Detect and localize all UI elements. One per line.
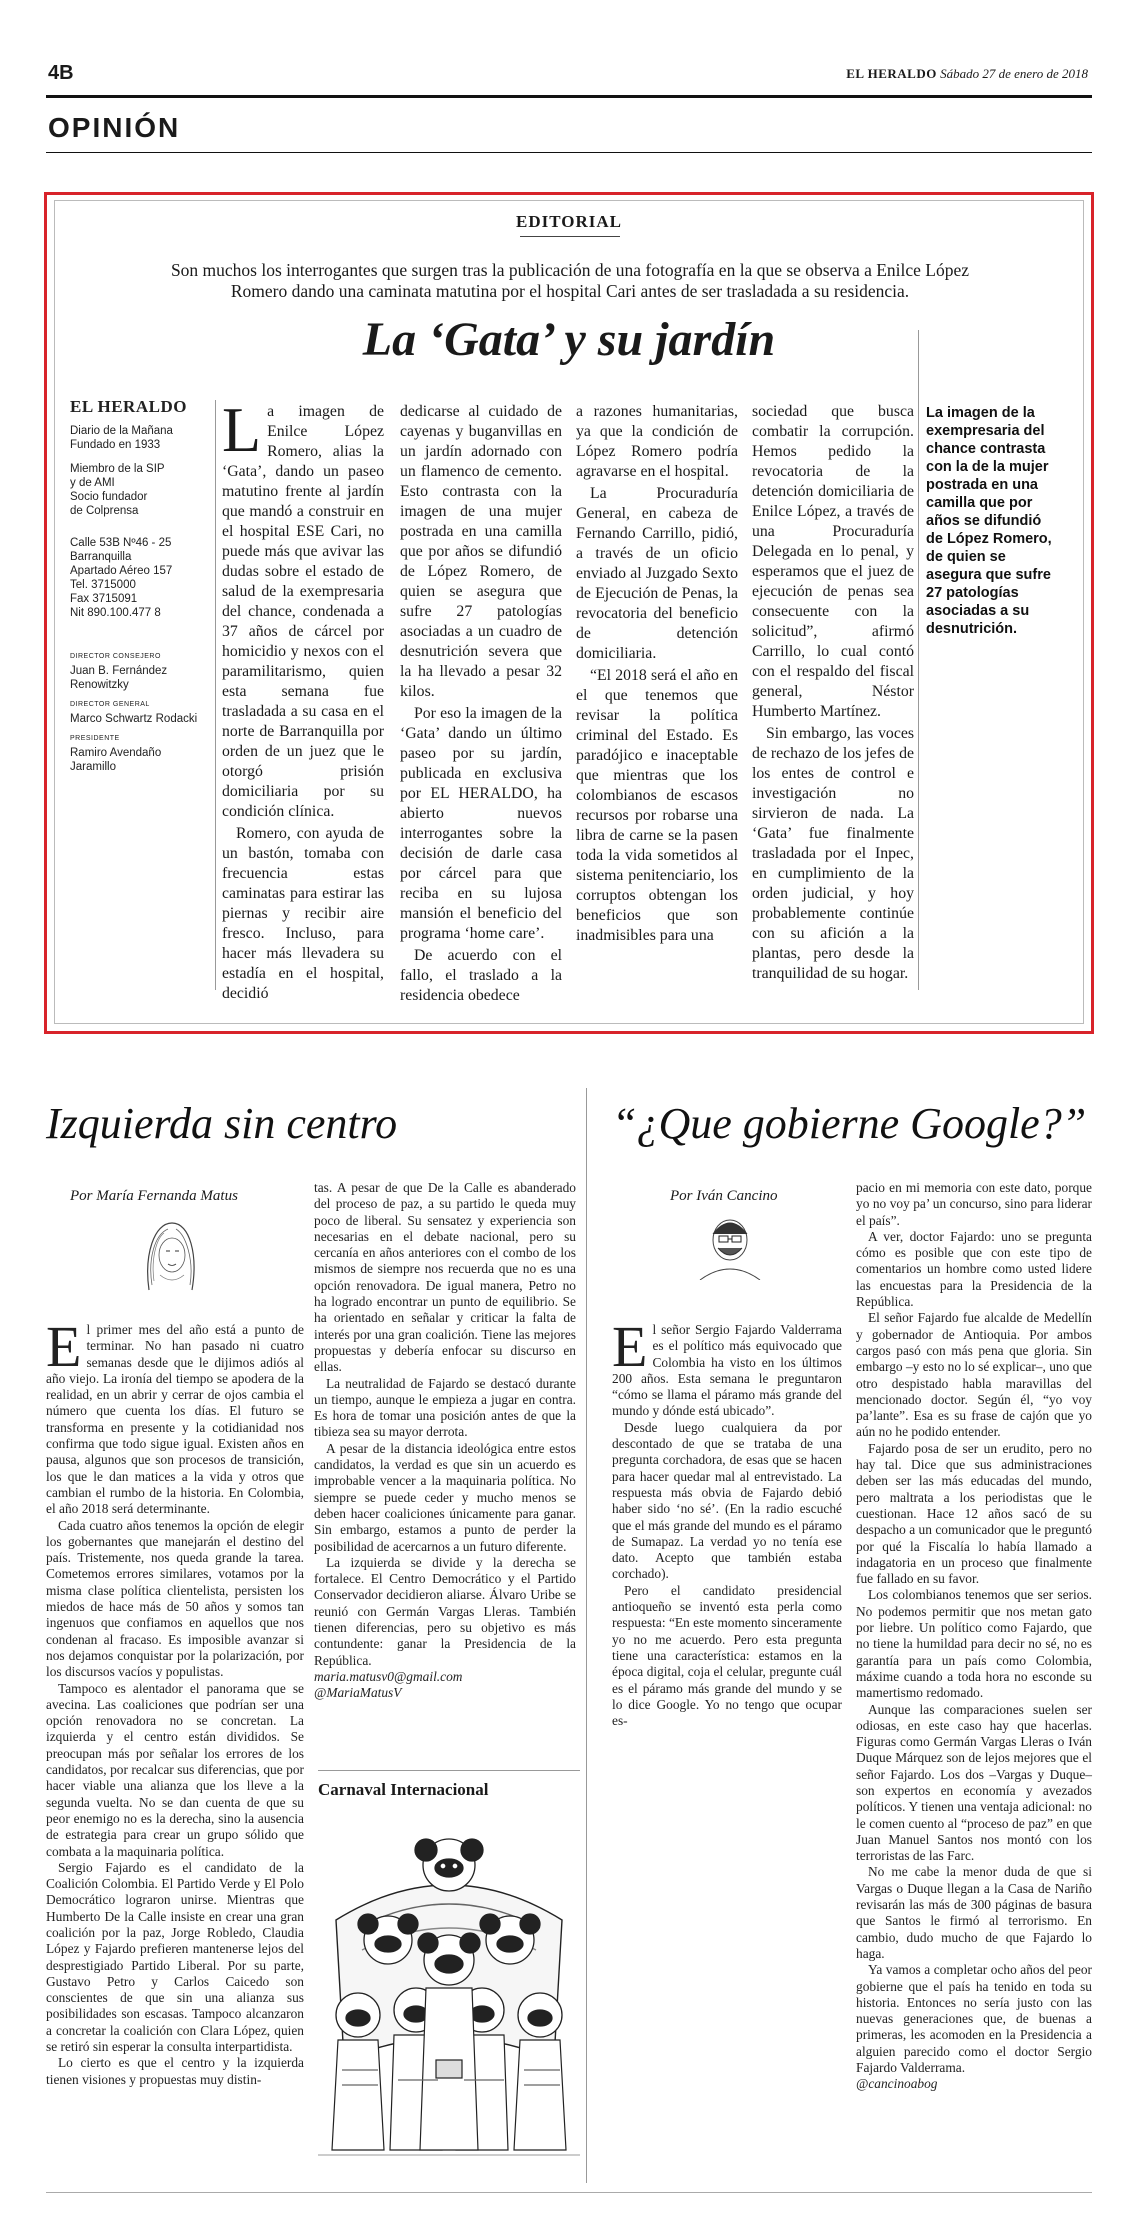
staff-line: Socio fundador [70, 491, 148, 503]
paragraph: La izquierda se divide y la derecha se fortalece. El Centro Democrático y el Partido Conservador decidieron aliarse. Álvaro Uribe se reunió con Germán Vargas Lleras. También tienen diferencias, pero su objetivo es más contundente: ganar la Presidencia de la República. [314, 1554, 576, 1668]
editorial-column-4 [752, 402, 914, 986]
section-title: OPINIÓN [48, 112, 181, 143]
staff-line: de Colprensa [70, 505, 139, 517]
staff-line: Miembro de la SIP [70, 463, 165, 475]
paragraph: A ver, doctor Fajardo: uno se pregunta cómo es posible que con este tipo de comentarios un hombre como usted lidere las encuestas para la Presidencia de la República. [856, 1228, 1092, 1310]
right-article-column-2 [856, 1180, 1092, 2093]
paragraph: La neutralidad de Fajardo se destacó durante un tiempo, aunque le empieza a jugar en contra. Es hora de tomar una posición antes de que la tibieza sea su mayor derrota. [314, 1375, 576, 1440]
drop-cap: E [612, 1314, 648, 1379]
paragraph: Ya vamos a completar ocho años del peor gobierne que el país ha tenido en toda su historia. Entonces no sería justo con las nuevas generaciones que, de buenas a primeras, les acomoden en la Presidencia a alguien parecido como el doctor Sergio Fajardo Valderrama. [856, 1962, 1092, 2076]
staff-line: Fundado en 1933 [70, 439, 161, 451]
address-line: Nit 890.100.477 8 [70, 607, 161, 619]
author-handle[interactable]: @cancinoabog [856, 2076, 938, 2092]
paragraph: No me cabe la menor duda de que si Vargas o Duque llegan a la Casa de Nariño revisarán las más de 300 páginas de basura que Santos le firmó al terrorismo. En cambio, dudo mucho de que Fajardo lo haga. [856, 1864, 1092, 1961]
paragraph: sociedad que busca combatir la corrupción. Hemos pedido la revocatoria de la detención domiciliaria de Enilce López, a través de una Procuraduría Delegada en lo penal, y esperamos que el juez de ejecución de penas sea consecuente con la solicitud”, afirmó Carrillo, lo cual contó con el respaldo del fiscal general, Néstor Humberto Martínez. [752, 403, 914, 720]
editorial-column-2 [400, 402, 562, 1008]
paragraph: A pesar de la distancia ideológica entre estos candidatos, la verdad es que sin un acuerdo es improbable vencer a la maquinaria política. No siempre se puede ceder y mucho menos se deben hacer coaliciones únicamente para ganar. Sin embargo, estamos a punto de perder la posibilidad de acercarnos a un futuro diferente. [314, 1440, 576, 1554]
staff-role: DIRECTOR CONSEJERO [70, 653, 161, 660]
address-line: Tel. 3715000 [70, 579, 136, 591]
paragraph: El señor Fajardo fue alcalde de Medellín y gobernador de Antioquia. Por ambos cargos pasó con más pena que gloria. Sin embargo –y esto no lo sé explicar–, uno que otro despistado habla maravillas del mencionado doctor. Según él, “yo voy pa’lante”. Esa es su frase de cajón que yo aún no he podido entender. [856, 1310, 1092, 1440]
left-column-title: Izquierda sin centro [46, 1099, 398, 1148]
newspaper-name: EL HERALDO [846, 66, 937, 81]
paragraph: Fajardo posa de ser un erudito, pero no hay tal. Dice que sus administraciones deben ser las más educadas del mundo, pero maltrata a los periodistas que le cuestionan. Hace 12 años sacó de su despacho a un comunicador que le preguntó por qué la Fiscalía lo había llamado a indagatoria en un proceso que finalmente fue fallado en su favor. [856, 1440, 1092, 1587]
staff-role: PRESIDENTE [70, 735, 120, 742]
staff-name: Juan B. Fernández [70, 665, 168, 677]
paragraph: Lo cierto es que el centro y la izquierda tienen visiones y propuestas muy distin- [46, 2055, 304, 2087]
staff-line: Diario de la Mañana [70, 425, 173, 437]
kicker-rule [520, 236, 620, 237]
right-article-column-1 [612, 1314, 842, 1729]
cartoon-title: Carnaval Internacional [318, 1780, 489, 1799]
cartoon-rule [318, 1770, 580, 1771]
page-number: 4B [48, 62, 74, 84]
page-bottom-rule [46, 2192, 1092, 2193]
left-byline: Por María Fernanda Matus [70, 1188, 238, 1204]
paragraph: “El 2018 será el año en el que tenemos que revisar la política criminal del Estado. Es paradójico e inaceptable que mientras que los colombianos de escasos recursos por robarse una libra de carne se la pasen toda la vida sometidos al sistema penitenciario, los corruptos obtengan los beneficios que son inadmisibles para una [576, 667, 738, 944]
paragraph: a imagen de Enilce López Romero, alias la ‘Gata’, dando un paseo matutino frente al jardín que mandó a construir en el hospital ESE Cari, no puede más que avivar las dudas sobre el estado de salud de la exempresaria del chance, condenada a 37 años de cárcel por homicidio y nexos con el paramilitarismo, quien esta semana fue trasladada a su casa en el norte de Barranquilla por orden de un juez que le otorgó prisión domiciliaria por su condición clínica. [222, 403, 384, 820]
paragraph: Sergio Fajardo es el candidato de la Coalición Colombia. El Partido Verde y El Polo Democrático lograron unirse. Mientras que Humberto De la Calle insiste en crear una gran coalición por la paz, Jorge Robledo, Claudia López y Fajardo prefieren mantenerse lejos del desprestigiado Partido Liberal. Por su parte, Gustavo Petro y Carlos Caicedo son conscientes de que sin una alianza sus posibilidades son escasas. Tampoco alcanzaron a concretar la coalición con Clara López, quien se retiró sin esperar la consulta interpartidista. [46, 1859, 304, 2055]
column-divider [586, 1088, 587, 2183]
address-line: Calle 53B Nº46 - 25 [70, 537, 172, 549]
paragraph: a razones humanitarias, ya que la condición de López Romero podría agravarse en el hospital. [576, 403, 738, 480]
paragraph: l primer mes del año está a punto de terminar. No han pasado ni cuatro semanas desde que le dijimos adiós al año viejo. La ironía del tiempo se apodera de la realidad, en un abrir y cerrar de ojos cambia el número que cuenta los días. El futuro se transforma en presente y la cotidianidad nos confirma que todo sigue igual. Existen años en pausa, algunos que son procesos de transición, los que le dan matices a la vida y otros que cambian el rumbo de la historia. En Colombia, el año 2018 será determinante. [46, 1322, 304, 1517]
paragraph: Sin embargo, las voces de rechazo de los jefes de los entes de control e investigación no sirvieron de nada. La ‘Gata’ fue finalmente trasladada por el Inpec, en cumplimiento de la orden judicial, y hoy probablemente continúe con su afición a la plantas, pero desde la tranquilidad de su hogar. [752, 725, 914, 982]
author-handle[interactable]: @MariaMatusV [314, 1685, 402, 1701]
editorial-column-3 [576, 402, 738, 948]
address-line: Apartado Aéreo 157 [70, 565, 173, 577]
staff-name: Jaramillo [70, 761, 117, 773]
paragraph: Desde luego cualquiera da por descontado de que se trataba de una pregunta corchadora, de esas que se hacen para hacer quedar mal al entrevistado. La respuesta más obvia de Fajardo debió haber sido ‘no sé’. (En la radio escuché que el más grande del mundo es el páramo de Sumapaz. La verdad yo no tenía ese dato. Acepto que también estaba corchado). [612, 1419, 842, 1582]
left-article-column-1 [46, 1314, 304, 2088]
author-portrait-cancino [690, 1210, 770, 1280]
header-rule [46, 95, 1092, 98]
paragraph: Pero el candidato presidencial antioqueño se inventó esta perla como respuesta: “En este momento sinceramente yo no me acuerdo. Pero esta pregunta tiene una característica: estamos en la época digital, coja el celular, pregunte cuál es el páramo más grande del mundo y se lo dice Google. Yo no tengo que ocupar es- [612, 1582, 842, 1729]
staff-name: Renowitzky [70, 679, 129, 691]
paragraph: Por eso la imagen de la ‘Gata’ dando un último paseo por su jardín, publicada en exclusiva por EL HERALDO, ha abierto nuevos interrogantes sobre la decisión de darle casa por cárcel para que reciba en su lujosa mansión el beneficio del programa ‘home care’. [400, 705, 562, 942]
section-rule [46, 152, 1092, 153]
issue-date: Sábado 27 de enero de 2018 [940, 66, 1088, 81]
author-portrait-matus [124, 1215, 214, 1295]
editorial-kicker: EDITORIAL [516, 212, 622, 231]
drop-cap: L [222, 394, 262, 465]
paragraph: De acuerdo con el fallo, el traslado a la residencia obedece [400, 947, 562, 1004]
paragraph: La Procuraduría General, en cabeza de Fernando Carrillo, pidió, a través de un oficio enviado al Juzgado Sexto de Ejecución de Penas, la revocatoria del beneficio de detención domiciliaria. [576, 485, 738, 662]
paragraph: Tampoco es alentador el panorama que se avecina. Las coaliciones que podrían ser una opción renovadora no se concretan. La izquierda y el centro están divididos. Se preocupan más por señalar los errores de los candidatos, por recalcar sus diferencias, que por hacer viable una alianza que los lleve a la segunda vuelta. No se dan cuenta de que su peor enemigo no es la derecha, sino la ausencia de estrategia para crear un grupo sólido que combata a la maquinaria política. [46, 1680, 304, 1859]
paragraph: Cada cuatro años tenemos la opción de elegir los gobernantes que manejarán el destino del país. Tristemente, nos queda grande la tarea. Cometemos errores similares, votamos por la misma clase política clientelista, persisten los miedos de hace más de 50 años y somos tan ingenuos que confiamos en aquellos que nos condenan al fracaso. Es imposible avanzar si nos dejamos conquistar por la polarización, por los discursos vacíos y populistas. [46, 1517, 304, 1680]
right-byline: Por Iván Cancino [670, 1188, 778, 1204]
paragraph: tas. A pesar de que De la Calle es abanderado del proceso de paz, a su partido le queda muy poco de liberal. Su sensatez y experiencia son necesarias en el debate nacional, pero su cercanía en años anteriores con el combo de los mismos de siempre nos recuerda que no es una opción renovadora. De igual manera, Petro no ha logrado encontrar un punto de equilibrio. Se ha orientado en señalar y criticar la falta de interés por una gran coalición. Tiene las mejores propuestas y debería enfocar su discurso en ellas. [314, 1180, 576, 1375]
staff-box [70, 397, 210, 774]
left-article-column-2 [314, 1180, 576, 1702]
column-rule [918, 330, 919, 990]
editorial-headline: La ‘Gata’ y su jardín [362, 313, 776, 366]
editorial-pull-quote: La imagen de la exempresaria del chance contrasta con la de la mujer postrada en una camilla que por años se difundió de López Romero, de quien se asegura que sufre 27 patologías asociadas a su desnutrición. [926, 405, 1052, 637]
staff-role: DIRECTOR GENERAL [70, 701, 150, 708]
carnival-cartoon-illustration [318, 1810, 580, 2180]
staff-line: y de AMI [70, 477, 115, 489]
address-line: Fax 3715091 [70, 593, 138, 605]
right-column-title: “¿Que gobierne Google?” [612, 1099, 1087, 1148]
author-email[interactable]: maria.matusv0@gmail.com [314, 1668, 463, 1684]
paragraph: Los colombianos tenemos que ser serios. No podemos permitir que nos metan gato por liebre. Un político como Fajardo, que no tiene la humildad para decir no sé, no es garantía para un país como Colombia, máxime cuando a toda hora no esconde su mamertismo redomado. [856, 1587, 1092, 1701]
paragraph: pacio en mi memoria con este dato, porque yo no voy pa’ un concurso, sino para liderar el país”. [856, 1180, 1092, 1228]
paragraph: l señor Sergio Fajardo Valderrama es el político más equivocado que Colombia ha visto en los últimos 200 años. Esta semana le preguntaron “cómo se llama el páramo más grande del mundo y dónde está ubicado”. [612, 1322, 842, 1419]
paragraph: Aunque las comparaciones suelen ser odiosas, en este caso hay que hacerlas. Figuras como Germán Vargas Lleras o Iván Duque Márquez son de lejos mejores que el señor Fajardo. Los dos –Vargas y Duque– son expertos en economía y avezados políticos. Y tienen una ventaja adicional: no le comen cuento al “proceso de paz” en que Juan Manuel Santos nos montó con los terroristas de las Farc. [856, 1701, 1092, 1864]
drop-cap: E [46, 1314, 82, 1379]
editorial-dek: Son muchos los interrogantes que surgen tras la publicación de una fotografía en la que se observa a Enilce López Romero dando una caminata matutina por el hospital Cari antes de ser trasladada a su residencia. [170, 260, 970, 301]
staff-name: Marco Schwartz Rodacki [70, 713, 198, 725]
editorial-column-1 [222, 394, 384, 1006]
staff-brand: EL HERALDO [70, 397, 187, 416]
paragraph: Romero, con ayuda de un bastón, tomaba con frecuencia estas caminatas para estirar las piernas y recibir aire fresco. Incluso, para hacer más llevadera su estadía en el hospital, decidió [222, 825, 384, 1002]
paragraph: dedicarse al cuidado de cayenas y buganvillas en un jardín adornado con un flamenco de cemento. Esto contrasta con la imagen de una mujer postrada en una camilla que por años se difundió de López Romero, de quien se asegura que sufre 27 patologías asociadas a un cuadro de desnutrición severa que la ha llevado a pesar 32 kilos. [400, 403, 562, 700]
column-rule [215, 400, 216, 990]
address-line: Barranquilla [70, 551, 132, 563]
staff-name: Ramiro Avendaño [70, 747, 162, 759]
masthead [846, 66, 1088, 82]
